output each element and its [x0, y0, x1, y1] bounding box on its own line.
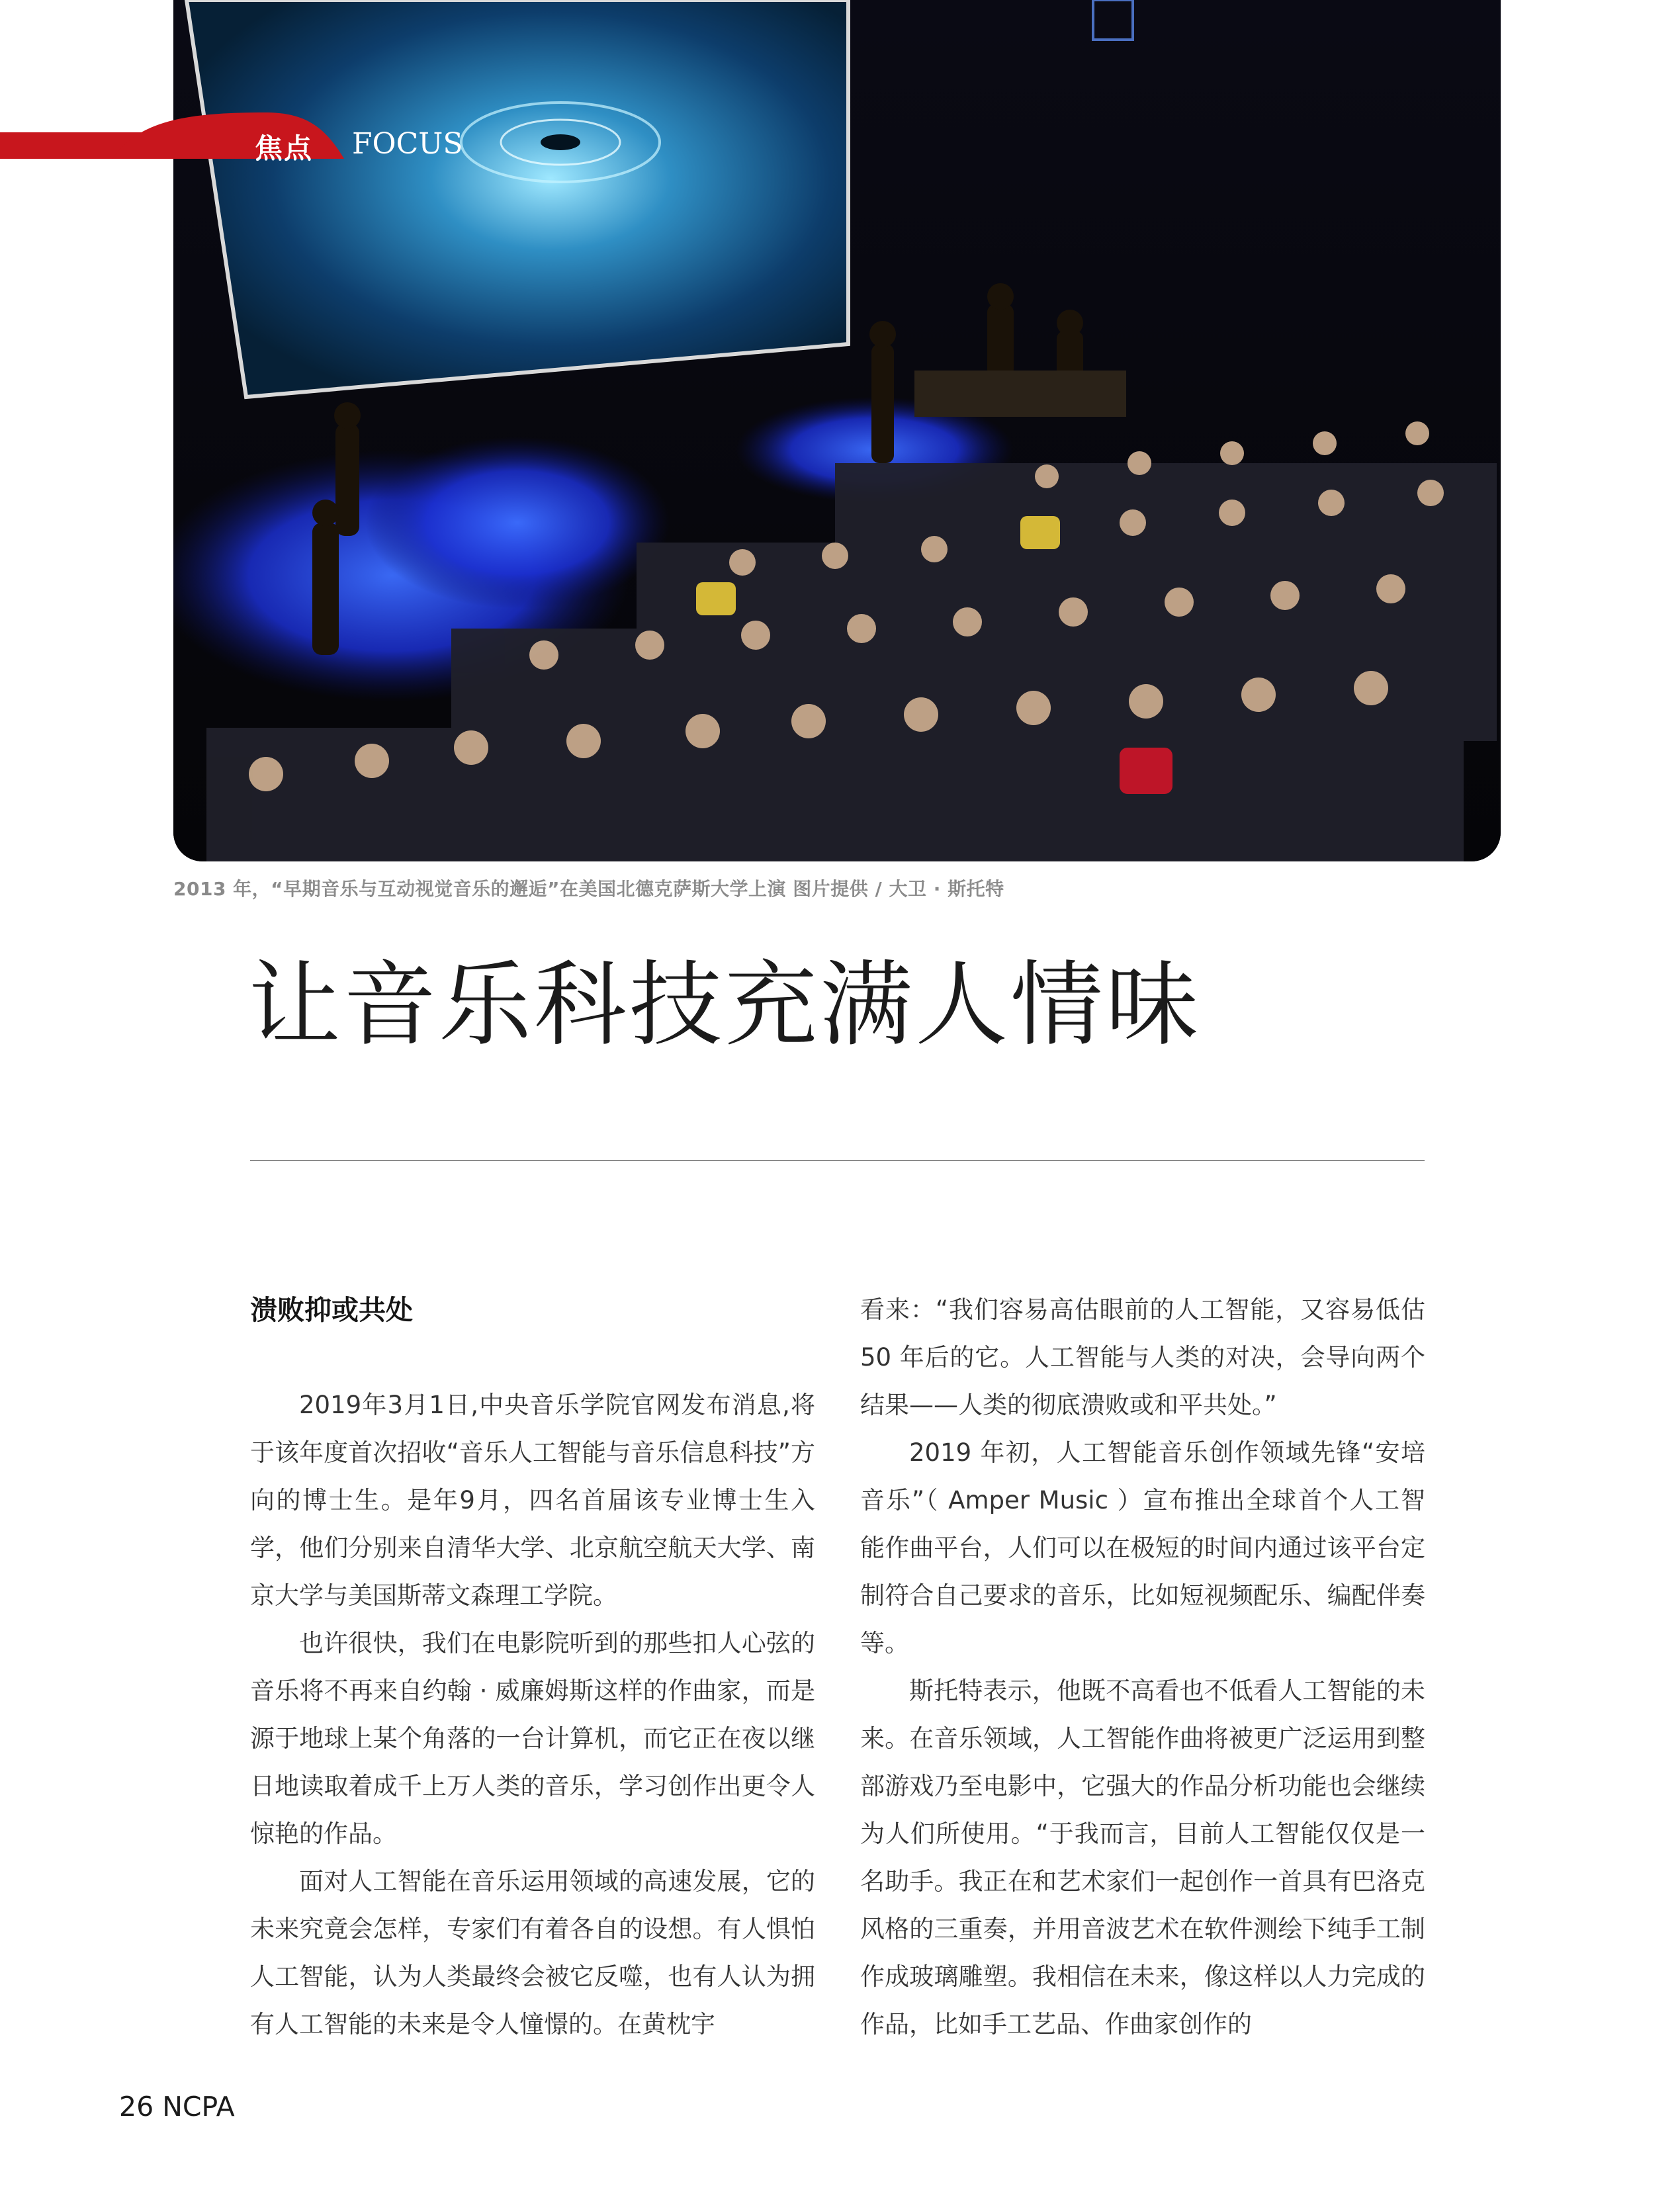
article-title: 让音乐科技充满人情味: [248, 951, 1202, 1059]
projection-screen: [187, 0, 848, 397]
right-column: [860, 1286, 1425, 2048]
paragraph: 也许很快，我们在电影院听到的那些扣人心弦的音乐将不再来自约翰 · 威廉姆斯这样的作曲家，而是源于地球上某个角落的一台计算机，而它正在夜以继日地读取着成千上万人类的音乐，学习创作出更令人惊艳的作品。: [250, 1629, 815, 1848]
page-number: 26: [119, 2091, 154, 2122]
left-column: [250, 1286, 815, 2048]
magazine-name: NCPA: [162, 2091, 235, 2122]
paragraph: 面对人工智能在音乐运用领域的高速发展，它的未来究竟会怎样，专家们有着各自的设想。有人惧怕人工智能，认为人类最终会被它反噬，也有人认为拥有人工智能的未来是令人憧憬的。在黄枕宇: [250, 1867, 815, 2038]
paragraph: 2019年3月1日,中央音乐学院官网发布消息,将于该年度首次招收“音乐人工智能与音乐信息科技”方向的博士生。是年9月，四名首届该专业博士生入学，他们分别来自清华大学、北京航空航天大学、南京大学与美国斯蒂文森理工学院。: [250, 1391, 815, 1610]
section-tab-label: 焦点: [255, 132, 314, 165]
section-tab-label-en: FOCUS: [352, 127, 463, 161]
section-subhead: 溃败抑或共处: [250, 1294, 413, 1326]
title-divider: [250, 1160, 1425, 1161]
photo-caption: 2013 年，“早期音乐与互动视觉音乐的邂逅”在美国北德克萨斯大学上演 图片提供 / 大卫 · 斯托特: [173, 878, 1004, 900]
section-tab-arc: [112, 112, 357, 192]
paragraph: 斯托特表示，他既不高看也不低看人工智能的未来。在音乐领域，人工智能作曲将被更广泛运用到整部游戏乃至电影中，它强大的作品分析功能也会继续为人们所使用。“于我而言，目前人工智能仅仅是一名助手。我正在和艺术家们一起创作一首具有巴洛克风格的三重奏，并用音波艺术在软件测绘下纯手工制作成玻璃雕塑。我相信在未来，像这样以人力完成的作品，比如手工艺品、作曲家创作的: [860, 1677, 1425, 2038]
paragraph: 看来：“我们容易高估眼前的人工智能，又容易低估 50 年后的它。人工智能与人类的对决，会导向两个结果——人类的彻底溃败或和平共处。”: [860, 1295, 1425, 1419]
page-folio: [119, 2091, 235, 2122]
paragraph: 2019 年初，人工智能音乐创作领域先锋“安培音乐”（ Amper Music ）宣布推出全球首个人工智能作曲平台，人们可以在极短的时间内通过该平台定制符合自己要求的音乐，比如短视频配乐、编配伴奏等。: [860, 1438, 1425, 1657]
